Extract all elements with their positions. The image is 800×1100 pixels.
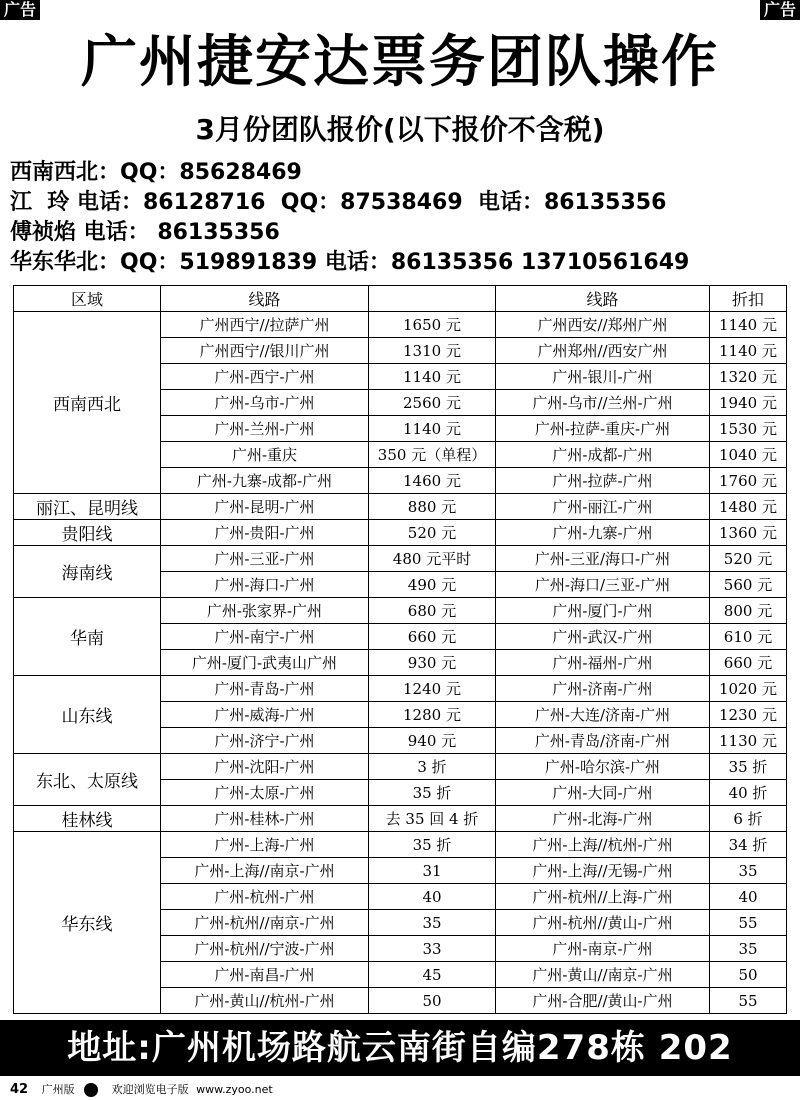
price-table: [13, 285, 787, 1014]
discount-cell: 6 折: [710, 806, 787, 832]
page-subtitle: 3月份团队报价(以下报价不含税): [195, 113, 605, 146]
region-cell: 丽江、昆明线: [14, 494, 161, 520]
price-cell: 1140 元: [369, 416, 496, 442]
route-cell: 广州-南宁-广州: [161, 624, 369, 650]
price-cell: 33: [369, 936, 496, 962]
price-cell: 45: [369, 962, 496, 988]
route-cell: 广州-上海//杭州-广州: [496, 832, 710, 858]
route-cell: 广州-兰州-广州: [161, 416, 369, 442]
route-cell: 广州-沈阳-广州: [161, 754, 369, 780]
price-cell: 1310 元: [369, 338, 496, 364]
price-cell: 去 35 回 4 折: [369, 806, 496, 832]
publication-name: 广州版: [41, 1083, 75, 1096]
route-cell: 广州-西宁-广州: [161, 364, 369, 390]
discount-cell: 1230 元: [710, 702, 787, 728]
contact-line: 傅祯焰 电话： 86135356: [10, 220, 280, 245]
discount-cell: 1760 元: [710, 468, 787, 494]
contact-line: 华东华北：QQ：519891839 电话：86135356 13710561649: [10, 250, 690, 275]
route-cell: 广州-南昌-广州: [161, 962, 369, 988]
discount-cell: 35 折: [710, 754, 787, 780]
ad-tag-right: 广告: [760, 0, 800, 20]
price-cell: 2560 元: [369, 390, 496, 416]
price-cell: 930 元: [369, 650, 496, 676]
route-cell: 广州-哈尔滨-广州: [496, 754, 710, 780]
page-number: 42: [10, 1082, 29, 1097]
table-row: [14, 754, 787, 780]
route-cell: 广州-青岛-广州: [161, 676, 369, 702]
price-cell: 35: [369, 910, 496, 936]
discount-cell: 560 元: [710, 572, 787, 598]
table-row: [14, 676, 787, 702]
price-table-body: [14, 312, 787, 1014]
header-region: 区域: [14, 286, 161, 312]
price-cell: 40: [369, 884, 496, 910]
discount-cell: 35: [710, 936, 787, 962]
route-cell: 广州-黄山//杭州-广州: [161, 988, 369, 1014]
route-cell: 广州-上海//无锡-广州: [496, 858, 710, 884]
price-cell: 1650 元: [369, 312, 496, 338]
route-cell: 广州-拉萨-广州: [496, 468, 710, 494]
route-cell: 广州-海口-广州: [161, 572, 369, 598]
route-cell: 广州-九寨-成都-广州: [161, 468, 369, 494]
price-cell: 1240 元: [369, 676, 496, 702]
route-cell: 广州-三亚/海口-广州: [496, 546, 710, 572]
region-cell: 华南: [14, 598, 161, 676]
price-cell: 1280 元: [369, 702, 496, 728]
region-cell: 东北、太原线: [14, 754, 161, 806]
price-cell: 50: [369, 988, 496, 1014]
route-cell: 广州-上海//南京-广州: [161, 858, 369, 884]
contact-line: 西南西北：QQ：85628469: [10, 160, 302, 185]
price-cell: 31: [369, 858, 496, 884]
header-route: 线路: [161, 286, 369, 312]
discount-cell: 610 元: [710, 624, 787, 650]
route-cell: 广州-昆明-广州: [161, 494, 369, 520]
price-cell: 520 元: [369, 520, 496, 546]
route-cell: 广州-威海-广州: [161, 702, 369, 728]
price-cell: 660 元: [369, 624, 496, 650]
table-row: [14, 832, 787, 858]
footer: [0, 1080, 800, 1100]
route-cell: 广州-丽江-广州: [496, 494, 710, 520]
table-header-row: [14, 286, 787, 312]
route-cell: 广州西安//郑州广州: [496, 312, 710, 338]
discount-cell: 34 折: [710, 832, 787, 858]
price-cell: 680 元: [369, 598, 496, 624]
route-cell: 广州-大连/济南-广州: [496, 702, 710, 728]
discount-cell: 1040 元: [710, 442, 787, 468]
route-cell: 广州-北海-广州: [496, 806, 710, 832]
price-cell: 35 折: [369, 832, 496, 858]
page-title: 广州捷安达票务团队操作: [81, 30, 719, 95]
discount-cell: 1140 元: [710, 312, 787, 338]
route-cell: 广州-武汉-广州: [496, 624, 710, 650]
discount-cell: 40 折: [710, 780, 787, 806]
route-cell: 广州-厦门-广州: [496, 598, 710, 624]
route-cell: 广州-桂林-广州: [161, 806, 369, 832]
table-row: [14, 494, 787, 520]
region-cell: 西南西北: [14, 312, 161, 494]
route-cell: 广州-银川-广州: [496, 364, 710, 390]
contact-block: [10, 158, 795, 278]
price-cell: 1140 元: [369, 364, 496, 390]
route-cell: 广州-贵阳-广州: [161, 520, 369, 546]
discount-cell: 35: [710, 858, 787, 884]
discount-cell: 520 元: [710, 546, 787, 572]
route-cell: 广州-张家界-广州: [161, 598, 369, 624]
discount-cell: 800 元: [710, 598, 787, 624]
discount-cell: 1020 元: [710, 676, 787, 702]
price-cell: 35 折: [369, 780, 496, 806]
table-row: [14, 312, 787, 338]
price-cell: 490 元: [369, 572, 496, 598]
route-cell: 广州-青岛/济南-广州: [496, 728, 710, 754]
contact-line: 江 玲 电话：86128716 QQ：87538469 电话：86135356: [10, 190, 667, 215]
region-cell: 华东线: [14, 832, 161, 1014]
price-cell: 880 元: [369, 494, 496, 520]
route-cell: 广州-杭州-广州: [161, 884, 369, 910]
route-cell: 广州-厦门-武夷山广州: [161, 650, 369, 676]
discount-cell: 660 元: [710, 650, 787, 676]
discount-cell: 1140 元: [710, 338, 787, 364]
table-row: [14, 806, 787, 832]
price-cell: 480 元平时: [369, 546, 496, 572]
region-cell: 海南线: [14, 546, 161, 598]
route-cell: 广州-乌市//兰州-广州: [496, 390, 710, 416]
route-cell: 广州郑州//西安广州: [496, 338, 710, 364]
ad-tag-left: 广告: [0, 0, 40, 20]
route-cell: 广州西宁//银川广州: [161, 338, 369, 364]
discount-cell: 1480 元: [710, 494, 787, 520]
route-cell: 广州-杭州//上海-广州: [496, 884, 710, 910]
header-price: [369, 286, 496, 312]
route-cell: 广州-拉萨-重庆-广州: [496, 416, 710, 442]
route-cell: 广州-杭州//宁波-广州: [161, 936, 369, 962]
route-cell: 广州-成都-广州: [496, 442, 710, 468]
route-cell: 广州-杭州//黄山-广州: [496, 910, 710, 936]
table-row: [14, 598, 787, 624]
price-cell: 940 元: [369, 728, 496, 754]
region-cell: 桂林线: [14, 806, 161, 832]
footer-slogan: 欢迎浏览电子版: [111, 1083, 189, 1096]
price-cell: 1460 元: [369, 468, 496, 494]
address-banner: 地址:广州机场路航云南街自编278栋 202: [0, 1020, 800, 1076]
route-cell: 广州-重庆: [161, 442, 369, 468]
discount-cell: 40: [710, 884, 787, 910]
route-cell: 广州-南京-广州: [496, 936, 710, 962]
publication-logo-icon: [84, 1083, 98, 1097]
footer-url[interactable]: www.zyoo.net: [196, 1083, 273, 1096]
discount-cell: 55: [710, 910, 787, 936]
route-cell: 广州-三亚-广州: [161, 546, 369, 572]
route-cell: 广州-上海-广州: [161, 832, 369, 858]
price-cell: 350 元（单程）: [369, 442, 496, 468]
discount-cell: 1360 元: [710, 520, 787, 546]
route-cell: 广州-济宁-广州: [161, 728, 369, 754]
table-row: [14, 520, 787, 546]
route-cell: 广州-乌市-广州: [161, 390, 369, 416]
route-cell: 广州西宁//拉萨广州: [161, 312, 369, 338]
header-route: 线路: [496, 286, 710, 312]
discount-cell: 1130 元: [710, 728, 787, 754]
region-cell: 贵阳线: [14, 520, 161, 546]
route-cell: 广州-济南-广州: [496, 676, 710, 702]
discount-cell: 55: [710, 988, 787, 1014]
region-cell: 山东线: [14, 676, 161, 754]
header-discount: 折扣: [710, 286, 787, 312]
route-cell: 广州-大同-广州: [496, 780, 710, 806]
route-cell: 广州-海口/三亚-广州: [496, 572, 710, 598]
route-cell: 广州-杭州//南京-广州: [161, 910, 369, 936]
price-cell: 3 折: [369, 754, 496, 780]
route-cell: 广州-合肥//黄山-广州: [496, 988, 710, 1014]
route-cell: 广州-黄山//南京-广州: [496, 962, 710, 988]
route-cell: 广州-福州-广州: [496, 650, 710, 676]
discount-cell: 50: [710, 962, 787, 988]
route-cell: 广州-九寨-广州: [496, 520, 710, 546]
discount-cell: 1530 元: [710, 416, 787, 442]
discount-cell: 1320 元: [710, 364, 787, 390]
table-row: [14, 546, 787, 572]
route-cell: 广州-太原-广州: [161, 780, 369, 806]
discount-cell: 1940 元: [710, 390, 787, 416]
